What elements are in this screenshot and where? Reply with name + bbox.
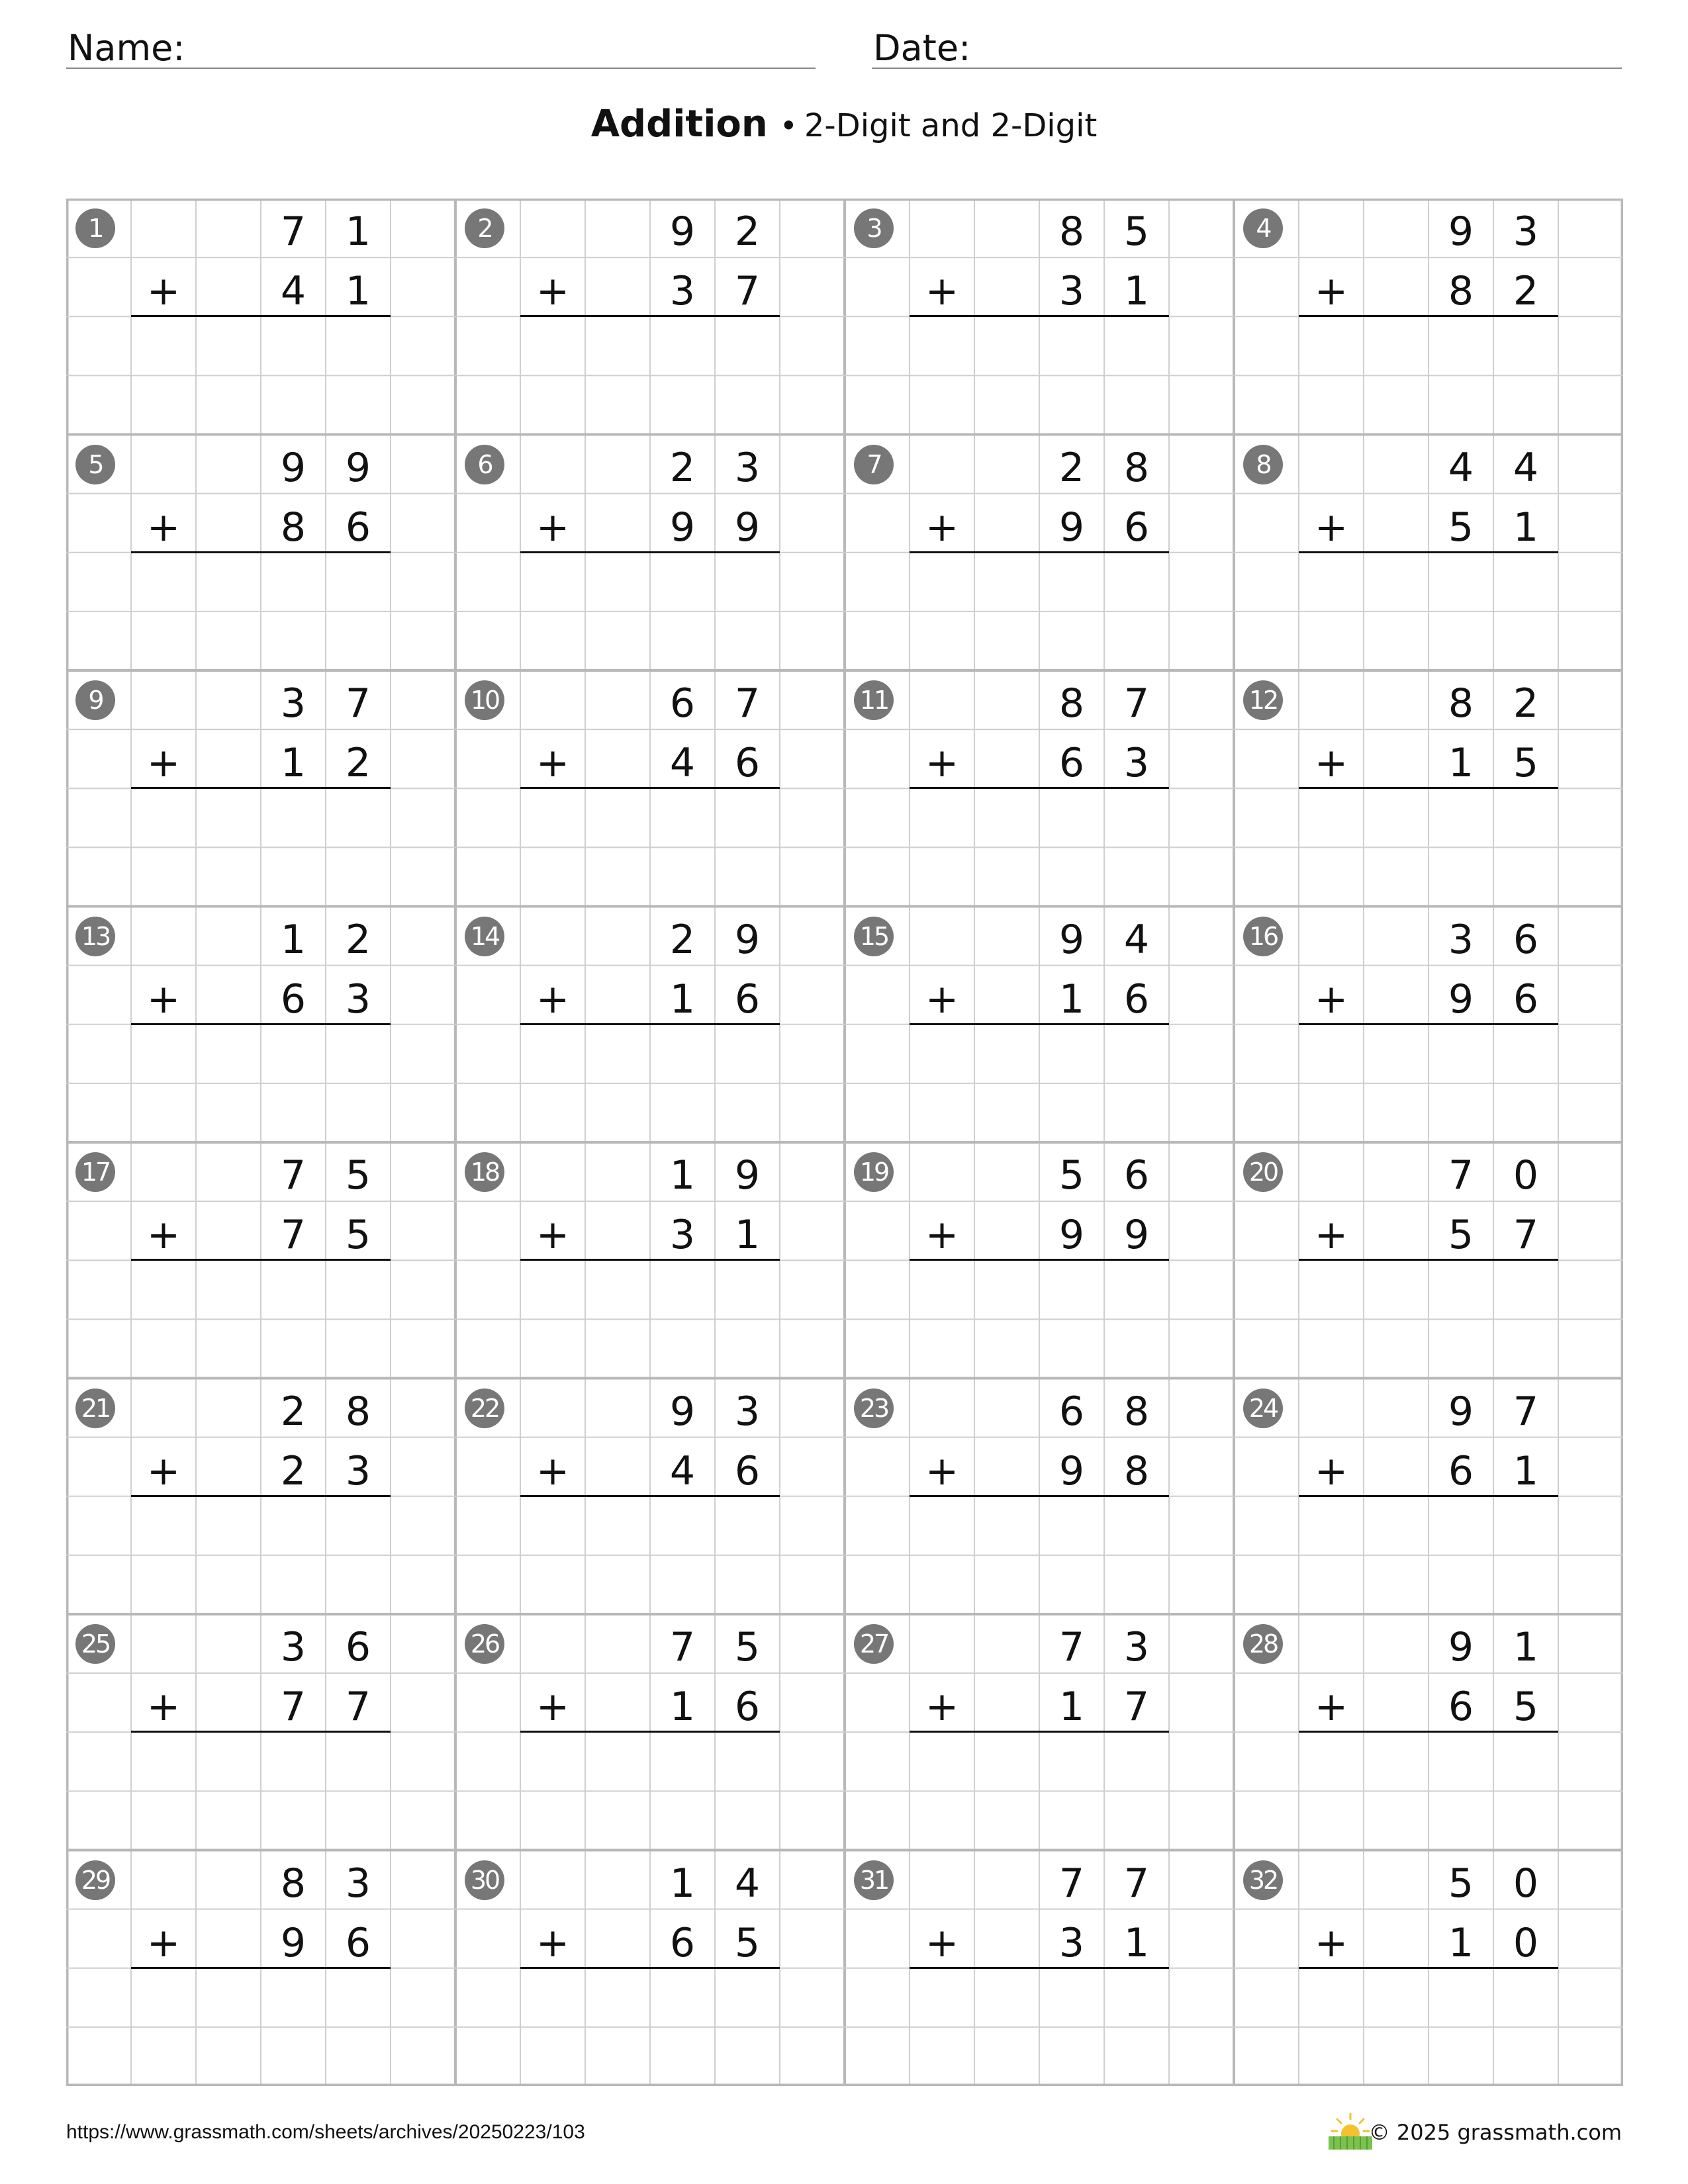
top-tens-digit: 7 xyxy=(1448,1152,1474,1199)
problem-26 xyxy=(455,1614,845,1850)
problem-30 xyxy=(455,1850,845,2086)
bottom-tens-digit: 1 xyxy=(1448,740,1474,786)
plus-sign: + xyxy=(146,1684,181,1730)
problem-2 xyxy=(455,199,845,434)
top-tens-digit: 8 xyxy=(1058,680,1085,727)
top-ones-digit: 6 xyxy=(1513,916,1539,963)
plus-sign: + xyxy=(925,1212,959,1258)
problem-7 xyxy=(845,435,1234,670)
bottom-ones-digit: 3 xyxy=(1123,740,1150,786)
bottom-ones-digit: 3 xyxy=(345,1447,371,1494)
bottom-ones-digit: 1 xyxy=(1123,1919,1150,1966)
footer-url: https://www.grassmath.com/sheets/archives/20250223/103 xyxy=(66,2121,585,2143)
plus-sign: + xyxy=(1314,976,1348,1023)
problem-number-badge: 6 xyxy=(465,445,504,484)
answer-rule xyxy=(1299,551,1558,553)
top-ones-digit: 4 xyxy=(1123,916,1150,963)
answer-rule xyxy=(910,1731,1169,1733)
bottom-ones-digit: 5 xyxy=(345,1212,371,1258)
plus-sign: + xyxy=(925,1919,959,1966)
bottom-ones-digit: 1 xyxy=(1513,504,1539,551)
answer-rule xyxy=(520,1731,780,1733)
problem-31 xyxy=(845,1850,1234,2086)
plus-sign: + xyxy=(925,740,959,786)
bottom-tens-digit: 9 xyxy=(1448,976,1474,1023)
top-tens-digit: 1 xyxy=(669,1152,696,1199)
problem-16 xyxy=(1234,907,1623,1142)
bottom-tens-digit: 6 xyxy=(1448,1684,1474,1730)
bottom-ones-digit: 8 xyxy=(1123,1447,1150,1494)
problem-27 xyxy=(845,1614,1234,1850)
plus-sign: + xyxy=(536,1919,570,1966)
problem-number-badge: 4 xyxy=(1243,208,1283,248)
problem-number-badge: 8 xyxy=(1243,445,1283,484)
plus-sign: + xyxy=(536,1684,570,1730)
bottom-tens-digit: 6 xyxy=(280,976,306,1023)
top-ones-digit: 0 xyxy=(1513,1152,1539,1199)
problem-32 xyxy=(1234,1850,1623,2086)
bottom-ones-digit: 1 xyxy=(734,1212,761,1258)
plus-sign: + xyxy=(146,1212,181,1258)
bottom-tens-digit: 6 xyxy=(1058,740,1085,786)
top-ones-digit: 2 xyxy=(734,208,761,255)
top-tens-digit: 4 xyxy=(1448,444,1474,491)
bottom-ones-digit: 2 xyxy=(1513,268,1539,314)
problem-5 xyxy=(66,435,455,670)
bottom-tens-digit: 9 xyxy=(1058,1212,1085,1258)
top-tens-digit: 8 xyxy=(1448,680,1474,727)
answer-rule xyxy=(520,1259,780,1261)
plus-sign: + xyxy=(536,504,570,551)
bottom-tens-digit: 1 xyxy=(1058,1684,1085,1730)
top-ones-digit: 6 xyxy=(1123,1152,1150,1199)
problem-21 xyxy=(66,1379,455,1614)
top-ones-digit: 9 xyxy=(734,1152,761,1199)
bottom-tens-digit: 4 xyxy=(669,1447,696,1494)
bottom-ones-digit: 1 xyxy=(1123,268,1150,314)
problem-number-badge: 17 xyxy=(75,1152,115,1192)
bottom-tens-digit: 5 xyxy=(1448,504,1474,551)
problem-6 xyxy=(455,435,845,670)
date-field[interactable] xyxy=(872,25,1622,69)
problem-22 xyxy=(455,1379,845,1614)
bottom-tens-digit: 8 xyxy=(1448,268,1474,314)
problem-29 xyxy=(66,1850,455,2086)
bottom-tens-digit: 6 xyxy=(1448,1447,1474,1494)
plus-sign: + xyxy=(536,740,570,786)
top-tens-digit: 6 xyxy=(669,680,696,727)
bottom-ones-digit: 6 xyxy=(1513,976,1539,1023)
bottom-ones-digit: 6 xyxy=(734,976,761,1023)
answer-rule xyxy=(131,1967,391,1969)
bottom-ones-digit: 5 xyxy=(734,1919,761,1966)
top-ones-digit: 5 xyxy=(734,1624,761,1670)
bottom-tens-digit: 4 xyxy=(280,268,306,314)
answer-rule xyxy=(520,1023,780,1025)
answer-rule xyxy=(910,551,1169,553)
problem-number-badge: 29 xyxy=(75,1860,115,1900)
top-tens-digit: 9 xyxy=(669,1388,696,1435)
problem-number-badge: 9 xyxy=(75,680,115,720)
top-ones-digit: 8 xyxy=(1123,444,1150,491)
sun-over-grass-icon xyxy=(1327,2111,1374,2151)
problem-number-badge: 18 xyxy=(465,1152,504,1192)
answer-rule xyxy=(910,787,1169,789)
top-tens-digit: 6 xyxy=(1058,1388,1085,1435)
plus-sign: + xyxy=(1314,1684,1348,1730)
bottom-ones-digit: 6 xyxy=(1123,976,1150,1023)
problem-number-badge: 25 xyxy=(75,1624,115,1664)
answer-rule xyxy=(520,315,780,317)
top-tens-digit: 7 xyxy=(280,1152,306,1199)
top-tens-digit: 9 xyxy=(1058,916,1085,963)
bottom-tens-digit: 1 xyxy=(669,1684,696,1730)
bottom-tens-digit: 7 xyxy=(280,1212,306,1258)
problem-9 xyxy=(66,670,455,906)
problem-24 xyxy=(1234,1379,1623,1614)
top-ones-digit: 7 xyxy=(345,680,371,727)
top-ones-digit: 0 xyxy=(1513,1860,1539,1907)
answer-rule xyxy=(1299,1967,1558,1969)
plus-sign: + xyxy=(536,1447,570,1494)
problem-grid xyxy=(66,199,1623,2086)
problem-number-badge: 5 xyxy=(75,445,115,484)
bottom-ones-digit: 3 xyxy=(345,976,371,1023)
top-ones-digit: 8 xyxy=(1123,1388,1150,1435)
problem-3 xyxy=(845,199,1234,434)
bottom-tens-digit: 7 xyxy=(280,1684,306,1730)
bottom-tens-digit: 6 xyxy=(669,1919,696,1966)
bottom-ones-digit: 6 xyxy=(734,1447,761,1494)
bottom-ones-digit: 9 xyxy=(734,504,761,551)
problem-1 xyxy=(66,199,455,434)
problem-number-badge: 30 xyxy=(465,1860,504,1900)
answer-rule xyxy=(520,787,780,789)
top-tens-digit: 7 xyxy=(1058,1860,1085,1907)
answer-rule xyxy=(910,1023,1169,1025)
plus-sign: + xyxy=(1314,1919,1348,1966)
problem-28 xyxy=(1234,1614,1623,1850)
top-tens-digit: 9 xyxy=(280,444,306,491)
problem-13 xyxy=(66,907,455,1142)
problem-12 xyxy=(1234,670,1623,906)
bottom-tens-digit: 3 xyxy=(1058,268,1085,314)
top-ones-digit: 3 xyxy=(734,444,761,491)
bottom-tens-digit: 1 xyxy=(1058,976,1085,1023)
top-tens-digit: 9 xyxy=(1448,1624,1474,1670)
problem-23 xyxy=(845,1379,1234,1614)
bottom-ones-digit: 7 xyxy=(734,268,761,314)
plus-sign: + xyxy=(925,268,959,314)
top-ones-digit: 7 xyxy=(1123,1860,1150,1907)
plus-sign: + xyxy=(925,1447,959,1494)
top-ones-digit: 3 xyxy=(1513,208,1539,255)
plus-sign: + xyxy=(536,976,570,1023)
problem-number-badge: 14 xyxy=(465,917,504,956)
bottom-tens-digit: 3 xyxy=(669,1212,696,1258)
problem-18 xyxy=(455,1142,845,1378)
bottom-tens-digit: 9 xyxy=(1058,504,1085,551)
problem-number-badge: 23 xyxy=(854,1388,894,1428)
plus-sign: + xyxy=(146,1447,181,1494)
problem-number-badge: 3 xyxy=(854,208,894,248)
plus-sign: + xyxy=(1314,1212,1348,1258)
bottom-tens-digit: 3 xyxy=(1058,1919,1085,1966)
plus-sign: + xyxy=(925,1684,959,1730)
plus-sign: + xyxy=(146,1919,181,1966)
answer-rule xyxy=(910,1967,1169,1969)
top-ones-digit: 2 xyxy=(345,916,371,963)
plus-sign: + xyxy=(536,1212,570,1258)
top-ones-digit: 7 xyxy=(734,680,761,727)
top-tens-digit: 7 xyxy=(669,1624,696,1670)
top-tens-digit: 1 xyxy=(280,916,306,963)
top-ones-digit: 6 xyxy=(345,1624,371,1670)
top-tens-digit: 8 xyxy=(1058,208,1085,255)
problem-number-badge: 11 xyxy=(854,680,894,720)
top-ones-digit: 4 xyxy=(734,1860,761,1907)
top-tens-digit: 2 xyxy=(280,1388,306,1435)
bottom-tens-digit: 9 xyxy=(280,1919,306,1966)
problem-number-badge: 7 xyxy=(854,445,894,484)
top-tens-digit: 7 xyxy=(1058,1624,1085,1670)
top-ones-digit: 1 xyxy=(345,208,371,255)
top-tens-digit: 3 xyxy=(280,1624,306,1670)
bottom-ones-digit: 7 xyxy=(1513,1212,1539,1258)
top-tens-digit: 8 xyxy=(280,1860,306,1907)
top-ones-digit: 7 xyxy=(1123,680,1150,727)
top-ones-digit: 5 xyxy=(345,1152,371,1199)
bottom-ones-digit: 0 xyxy=(1513,1919,1539,1966)
answer-rule xyxy=(910,1259,1169,1261)
bottom-tens-digit: 8 xyxy=(280,504,306,551)
problem-number-badge: 26 xyxy=(465,1624,504,1664)
plus-sign: + xyxy=(925,976,959,1023)
plus-sign: + xyxy=(1314,740,1348,786)
top-tens-digit: 9 xyxy=(669,208,696,255)
top-ones-digit: 2 xyxy=(1513,680,1539,727)
bottom-tens-digit: 1 xyxy=(1448,1919,1474,1966)
problem-number-badge: 12 xyxy=(1243,680,1283,720)
answer-rule xyxy=(520,551,780,553)
answer-rule xyxy=(1299,787,1558,789)
bottom-ones-digit: 6 xyxy=(345,504,371,551)
top-ones-digit: 3 xyxy=(734,1388,761,1435)
top-ones-digit: 3 xyxy=(1123,1624,1150,1670)
top-ones-digit: 5 xyxy=(1123,208,1150,255)
bottom-tens-digit: 9 xyxy=(669,504,696,551)
answer-rule xyxy=(1299,1495,1558,1497)
top-tens-digit: 9 xyxy=(1448,1388,1474,1435)
date-label: Date: xyxy=(873,27,971,69)
answer-rule xyxy=(131,315,391,317)
problem-4 xyxy=(1234,199,1623,434)
problem-20 xyxy=(1234,1142,1623,1378)
answer-rule xyxy=(1299,1023,1558,1025)
answer-rule xyxy=(910,1495,1169,1497)
plus-sign: + xyxy=(536,268,570,314)
answer-rule xyxy=(520,1967,780,1969)
bottom-tens-digit: 9 xyxy=(1058,1447,1085,1494)
answer-rule xyxy=(910,315,1169,317)
name-label: Name: xyxy=(68,27,185,69)
bottom-ones-digit: 6 xyxy=(734,1684,761,1730)
top-ones-digit: 8 xyxy=(345,1388,371,1435)
top-tens-digit: 2 xyxy=(669,916,696,963)
problem-number-badge: 31 xyxy=(854,1860,894,1900)
problem-number-badge: 16 xyxy=(1243,917,1283,956)
top-tens-digit: 3 xyxy=(280,680,306,727)
problem-number-badge: 15 xyxy=(854,917,894,956)
bottom-ones-digit: 6 xyxy=(1123,504,1150,551)
bottom-ones-digit: 7 xyxy=(1123,1684,1150,1730)
top-ones-digit: 3 xyxy=(345,1860,371,1907)
answer-rule xyxy=(131,1731,391,1733)
name-field[interactable] xyxy=(66,25,816,69)
bottom-tens-digit: 5 xyxy=(1448,1212,1474,1258)
bottom-tens-digit: 4 xyxy=(669,740,696,786)
answer-rule xyxy=(131,1495,391,1497)
top-tens-digit: 3 xyxy=(1448,916,1474,963)
bottom-tens-digit: 3 xyxy=(669,268,696,314)
plus-sign: + xyxy=(146,740,181,786)
answer-rule xyxy=(1299,1731,1558,1733)
bottom-tens-digit: 2 xyxy=(280,1447,306,1494)
problem-17 xyxy=(66,1142,455,1378)
top-tens-digit: 5 xyxy=(1058,1152,1085,1199)
worksheet-title xyxy=(0,103,1688,146)
bottom-ones-digit: 6 xyxy=(734,740,761,786)
top-tens-digit: 2 xyxy=(1058,444,1085,491)
bottom-ones-digit: 5 xyxy=(1513,740,1539,786)
problem-number-badge: 24 xyxy=(1243,1388,1283,1428)
bottom-ones-digit: 1 xyxy=(345,268,371,314)
top-tens-digit: 7 xyxy=(280,208,306,255)
problem-number-badge: 20 xyxy=(1243,1152,1283,1192)
problem-11 xyxy=(845,670,1234,906)
title-subtitle: 2-Digit and 2-Digit xyxy=(804,107,1098,144)
problem-19 xyxy=(845,1142,1234,1378)
problem-number-badge: 21 xyxy=(75,1388,115,1428)
answer-rule xyxy=(131,1259,391,1261)
bottom-ones-digit: 1 xyxy=(1513,1447,1539,1494)
top-ones-digit: 7 xyxy=(1513,1388,1539,1435)
bottom-tens-digit: 1 xyxy=(669,976,696,1023)
problem-14 xyxy=(455,907,845,1142)
problem-number-badge: 1 xyxy=(75,208,115,248)
problem-10 xyxy=(455,670,845,906)
top-ones-digit: 1 xyxy=(1513,1624,1539,1670)
plus-sign: + xyxy=(1314,1447,1348,1494)
plus-sign: + xyxy=(146,504,181,551)
title-separator: • xyxy=(779,108,798,144)
problem-number-badge: 32 xyxy=(1243,1860,1283,1900)
bottom-tens-digit: 1 xyxy=(280,740,306,786)
answer-rule xyxy=(1299,315,1558,317)
problem-number-badge: 19 xyxy=(854,1152,894,1192)
top-ones-digit: 9 xyxy=(734,916,761,963)
top-ones-digit: 9 xyxy=(345,444,371,491)
problem-number-badge: 10 xyxy=(465,680,504,720)
answer-rule xyxy=(520,1495,780,1497)
bottom-ones-digit: 2 xyxy=(345,740,371,786)
top-tens-digit: 9 xyxy=(1448,208,1474,255)
plus-sign: + xyxy=(1314,504,1348,551)
problem-15 xyxy=(845,907,1234,1142)
plus-sign: + xyxy=(925,504,959,551)
problem-number-badge: 22 xyxy=(465,1388,504,1428)
top-tens-digit: 2 xyxy=(669,444,696,491)
problem-number-badge: 13 xyxy=(75,917,115,956)
bottom-ones-digit: 5 xyxy=(1513,1684,1539,1730)
plus-sign: + xyxy=(146,268,181,314)
title-main: Addition xyxy=(590,103,768,146)
top-tens-digit: 1 xyxy=(669,1860,696,1907)
answer-rule xyxy=(131,787,391,789)
answer-rule xyxy=(131,551,391,553)
top-tens-digit: 5 xyxy=(1448,1860,1474,1907)
problem-number-badge: 27 xyxy=(854,1624,894,1664)
problem-number-badge: 2 xyxy=(465,208,504,248)
answer-rule xyxy=(131,1023,391,1025)
bottom-ones-digit: 6 xyxy=(345,1919,371,1966)
problem-25 xyxy=(66,1614,455,1850)
problem-number-badge: 28 xyxy=(1243,1624,1283,1664)
bottom-ones-digit: 7 xyxy=(345,1684,371,1730)
top-ones-digit: 4 xyxy=(1513,444,1539,491)
answer-rule xyxy=(1299,1259,1558,1261)
plus-sign: + xyxy=(146,976,181,1023)
problem-8 xyxy=(1234,435,1623,670)
plus-sign: + xyxy=(1314,268,1348,314)
footer-copyright: © 2025 grassmath.com xyxy=(1368,2120,1622,2145)
bottom-ones-digit: 9 xyxy=(1123,1212,1150,1258)
